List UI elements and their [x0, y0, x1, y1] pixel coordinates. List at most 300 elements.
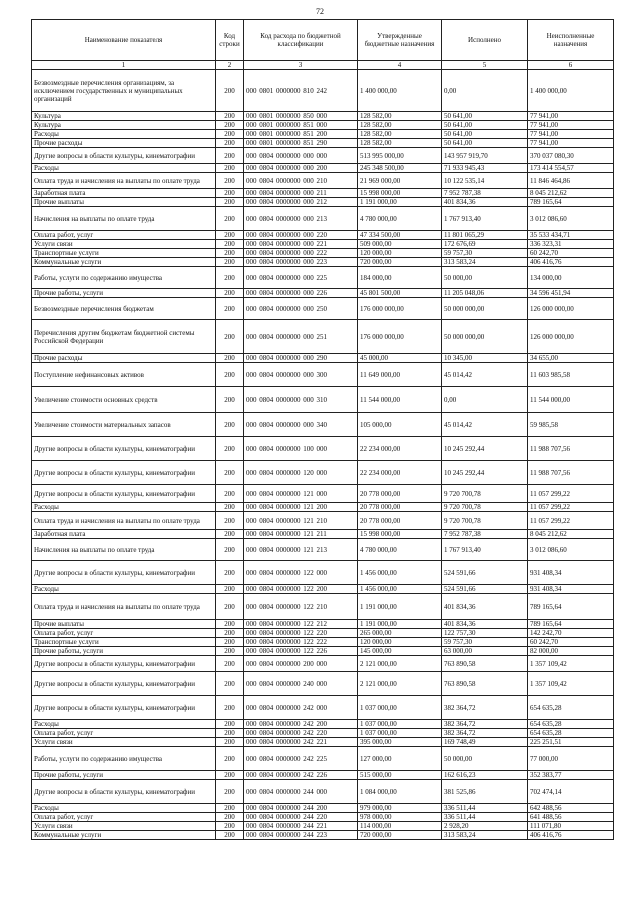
- row-approved-cell: 22 234 000,00: [358, 461, 442, 485]
- row-approved-cell: 1 456 000,00: [358, 585, 442, 594]
- row-approved-cell: 127 000,00: [358, 747, 442, 771]
- row-line-code-cell: 200: [216, 240, 244, 249]
- row-executed-cell: 50 641,00: [442, 112, 528, 121]
- row-line-code-cell: 200: [216, 530, 244, 539]
- table-row: [32, 813, 614, 822]
- row-executed-cell: 50 000 000,00: [442, 298, 528, 320]
- row-approved-cell: 47 334 500,00: [358, 231, 442, 240]
- row-name-cell: Услуги связи: [32, 822, 216, 831]
- row-line-code-cell: 200: [216, 771, 244, 780]
- row-class-code-cell: 000 0804 0000000 100 000: [244, 437, 358, 461]
- row-line-code-cell: 200: [216, 130, 244, 139]
- table-row: [32, 512, 614, 530]
- row-name-cell: Прочие работы, услуги: [32, 771, 216, 780]
- row-line-code-cell: 200: [216, 354, 244, 363]
- row-class-code-cell: 000 0804 0000000 000 225: [244, 267, 358, 289]
- row-executed-cell: 59 757,30: [442, 249, 528, 258]
- row-name-cell: Расходы: [32, 804, 216, 813]
- row-unexecuted-cell: 11 057 299,22: [528, 485, 614, 503]
- row-line-code-cell: 200: [216, 594, 244, 620]
- row-unexecuted-cell: 11 988 707,56: [528, 461, 614, 485]
- table-row: [32, 139, 614, 148]
- row-executed-cell: 336 511,44: [442, 813, 528, 822]
- row-line-code-cell: 200: [216, 173, 244, 189]
- row-approved-cell: 22 234 000,00: [358, 437, 442, 461]
- row-line-code-cell: 200: [216, 461, 244, 485]
- row-executed-cell: 11 205 048,06: [442, 289, 528, 298]
- row-approved-cell: 720 000,00: [358, 831, 442, 840]
- row-name-cell: Начисления на выплаты по оплате труда: [32, 539, 216, 561]
- row-approved-cell: 176 000 000,00: [358, 298, 442, 320]
- row-class-code-cell: 000 0801 0000000 810 242: [244, 70, 358, 112]
- row-executed-cell: 10 245 292,44: [442, 461, 528, 485]
- row-line-code-cell: 200: [216, 822, 244, 831]
- row-class-code-cell: 000 0804 0000000 000 340: [244, 413, 358, 437]
- table-row: [32, 173, 614, 189]
- row-executed-cell: 50 000,00: [442, 747, 528, 771]
- row-line-code-cell: 200: [216, 289, 244, 298]
- row-name-cell: Расходы: [32, 585, 216, 594]
- row-approved-cell: 15 998 000,00: [358, 189, 442, 198]
- row-approved-cell: 21 969 000,00: [358, 173, 442, 189]
- row-line-code-cell: 200: [216, 148, 244, 164]
- row-executed-cell: 9 720 700,78: [442, 503, 528, 512]
- row-executed-cell: 63 000,00: [442, 647, 528, 656]
- row-executed-cell: 0,00: [442, 70, 528, 112]
- row-unexecuted-cell: 225 251,51: [528, 738, 614, 747]
- row-approved-cell: 1 191 000,00: [358, 198, 442, 207]
- row-executed-cell: 401 834,36: [442, 594, 528, 620]
- row-class-code-cell: 000 0804 0000000 242 220: [244, 729, 358, 738]
- row-name-cell: Оплата труда и начисления на выплаты по оплате труда: [32, 173, 216, 189]
- row-line-code-cell: 200: [216, 485, 244, 503]
- row-unexecuted-cell: 11 988 707,56: [528, 437, 614, 461]
- table-row: [32, 189, 614, 198]
- row-executed-cell: 382 364,72: [442, 720, 528, 729]
- row-name-cell: Расходы: [32, 720, 216, 729]
- row-unexecuted-cell: 126 000 000,00: [528, 298, 614, 320]
- column-number: 5: [442, 61, 528, 70]
- row-line-code-cell: 200: [216, 620, 244, 629]
- row-approved-cell: 128 582,00: [358, 139, 442, 148]
- row-unexecuted-cell: 702 474,14: [528, 780, 614, 804]
- row-executed-cell: 169 748,49: [442, 738, 528, 747]
- row-line-code-cell: 200: [216, 629, 244, 638]
- table-row: [32, 231, 614, 240]
- column-number-row: [32, 61, 614, 70]
- row-approved-cell: 1 037 000,00: [358, 729, 442, 738]
- row-unexecuted-cell: 77 941,00: [528, 121, 614, 130]
- row-unexecuted-cell: 173 414 554,57: [528, 164, 614, 173]
- row-line-code-cell: 200: [216, 747, 244, 771]
- table-row: [32, 267, 614, 289]
- row-approved-cell: 120 000,00: [358, 638, 442, 647]
- row-line-code-cell: 200: [216, 363, 244, 387]
- row-approved-cell: 2 121 000,00: [358, 656, 442, 672]
- row-unexecuted-cell: 406 416,76: [528, 831, 614, 840]
- row-approved-cell: 979 000,00: [358, 804, 442, 813]
- row-executed-cell: 71 933 945,43: [442, 164, 528, 173]
- row-unexecuted-cell: 931 408,34: [528, 561, 614, 585]
- row-class-code-cell: 000 0804 0000000 122 220: [244, 629, 358, 638]
- table-row: [32, 413, 614, 437]
- row-approved-cell: 1 037 000,00: [358, 696, 442, 720]
- row-executed-cell: 1 767 913,40: [442, 539, 528, 561]
- row-class-code-cell: 000 0801 0000000 851 200: [244, 130, 358, 139]
- row-approved-cell: 1 037 000,00: [358, 720, 442, 729]
- row-class-code-cell: 000 0804 0000000 242 000: [244, 696, 358, 720]
- row-unexecuted-cell: 654 635,28: [528, 696, 614, 720]
- row-executed-cell: 45 014,42: [442, 413, 528, 437]
- row-unexecuted-cell: 1 357 109,42: [528, 656, 614, 672]
- row-unexecuted-cell: 77 941,00: [528, 112, 614, 121]
- row-approved-cell: 509 000,00: [358, 240, 442, 249]
- table-row: [32, 530, 614, 539]
- row-class-code-cell: 000 0804 0000000 121 213: [244, 539, 358, 561]
- row-executed-cell: 2 928,20: [442, 822, 528, 831]
- row-name-cell: Заработная плата: [32, 530, 216, 539]
- row-name-cell: Прочие выплаты: [32, 620, 216, 629]
- row-unexecuted-cell: 77 000,00: [528, 747, 614, 771]
- row-executed-cell: 382 364,72: [442, 729, 528, 738]
- row-unexecuted-cell: 336 323,31: [528, 240, 614, 249]
- row-executed-cell: 9 720 700,78: [442, 512, 528, 530]
- column-number: 3: [244, 61, 358, 70]
- row-class-code-cell: 000 0804 0000000 122 210: [244, 594, 358, 620]
- row-approved-cell: 20 778 000,00: [358, 512, 442, 530]
- row-unexecuted-cell: 82 000,00: [528, 647, 614, 656]
- table-row: [32, 747, 614, 771]
- table-row: [32, 198, 614, 207]
- row-class-code-cell: 000 0804 0000000 122 000: [244, 561, 358, 585]
- row-executed-cell: 7 952 787,38: [442, 189, 528, 198]
- row-executed-cell: 45 014,42: [442, 363, 528, 387]
- row-unexecuted-cell: 11 544 000,00: [528, 387, 614, 413]
- table-row: [32, 620, 614, 629]
- row-line-code-cell: 200: [216, 539, 244, 561]
- row-class-code-cell: 000 0804 0000000 244 221: [244, 822, 358, 831]
- row-approved-cell: 1 400 000,00: [358, 70, 442, 112]
- row-executed-cell: 172 676,69: [442, 240, 528, 249]
- row-line-code-cell: 200: [216, 249, 244, 258]
- row-executed-cell: 382 364,72: [442, 696, 528, 720]
- row-line-code-cell: 200: [216, 139, 244, 148]
- row-name-cell: Поступление нефинансовых активов: [32, 363, 216, 387]
- row-approved-cell: 15 998 000,00: [358, 530, 442, 539]
- row-unexecuted-cell: 111 071,80: [528, 822, 614, 831]
- header-name: Наименование показателя: [32, 20, 216, 61]
- table-row: [32, 539, 614, 561]
- row-approved-cell: 395 000,00: [358, 738, 442, 747]
- row-executed-cell: 143 957 919,70: [442, 148, 528, 164]
- row-class-code-cell: 000 0804 0000000 000 211: [244, 189, 358, 198]
- table-row: [32, 148, 614, 164]
- table-row: [32, 656, 614, 672]
- row-class-code-cell: 000 0804 0000000 121 210: [244, 512, 358, 530]
- row-name-cell: Прочие выплаты: [32, 198, 216, 207]
- row-line-code-cell: 200: [216, 831, 244, 840]
- row-executed-cell: 401 834,36: [442, 198, 528, 207]
- row-unexecuted-cell: 34 596 451,94: [528, 289, 614, 298]
- row-class-code-cell: 000 0804 0000000 244 223: [244, 831, 358, 840]
- row-executed-cell: 0,00: [442, 387, 528, 413]
- row-approved-cell: 513 995 000,00: [358, 148, 442, 164]
- row-unexecuted-cell: 77 941,00: [528, 139, 614, 148]
- row-unexecuted-cell: 370 037 080,30: [528, 148, 614, 164]
- row-line-code-cell: 200: [216, 231, 244, 240]
- row-executed-cell: 763 890,58: [442, 672, 528, 696]
- row-class-code-cell: 000 0804 0000000 200 000: [244, 656, 358, 672]
- row-name-cell: Коммунальные услуги: [32, 258, 216, 267]
- table-row: [32, 822, 614, 831]
- row-approved-cell: 128 582,00: [358, 112, 442, 121]
- table-row: [32, 594, 614, 620]
- row-unexecuted-cell: 1 357 109,42: [528, 672, 614, 696]
- row-unexecuted-cell: 34 655,00: [528, 354, 614, 363]
- row-unexecuted-cell: 654 635,28: [528, 720, 614, 729]
- row-executed-cell: 122 757,30: [442, 629, 528, 638]
- table-row: [32, 461, 614, 485]
- row-line-code-cell: 200: [216, 561, 244, 585]
- row-name-cell: Транспортные услуги: [32, 249, 216, 258]
- column-number: 1: [32, 61, 216, 70]
- table-header-row: [32, 20, 614, 61]
- row-class-code-cell: 000 0804 0000000 000 213: [244, 207, 358, 231]
- row-unexecuted-cell: 77 941,00: [528, 130, 614, 139]
- table-row: [32, 320, 614, 354]
- row-executed-cell: 50 641,00: [442, 121, 528, 130]
- row-name-cell: Другие вопросы в области культуры, кинематографии: [32, 148, 216, 164]
- row-line-code-cell: 200: [216, 112, 244, 121]
- header-line-code: Код строки: [216, 20, 244, 61]
- row-name-cell: Работы, услуги по содержанию имущества: [32, 267, 216, 289]
- row-unexecuted-cell: 789 165,64: [528, 594, 614, 620]
- row-executed-cell: 524 591,66: [442, 585, 528, 594]
- row-line-code-cell: 200: [216, 780, 244, 804]
- row-line-code-cell: 200: [216, 696, 244, 720]
- row-executed-cell: 9 720 700,78: [442, 485, 528, 503]
- row-approved-cell: 20 778 000,00: [358, 503, 442, 512]
- row-approved-cell: 120 000,00: [358, 249, 442, 258]
- row-name-cell: Другие вопросы в области культуры, кинематографии: [32, 485, 216, 503]
- row-line-code-cell: 200: [216, 656, 244, 672]
- row-line-code-cell: 200: [216, 189, 244, 198]
- budget-execution-table: [31, 19, 614, 840]
- table-row: [32, 729, 614, 738]
- row-unexecuted-cell: 789 165,64: [528, 620, 614, 629]
- row-name-cell: Другие вопросы в области культуры, кинематографии: [32, 437, 216, 461]
- row-approved-cell: 245 348 500,00: [358, 164, 442, 173]
- table-row: [32, 638, 614, 647]
- table-row: [32, 629, 614, 638]
- row-unexecuted-cell: 11 846 464,86: [528, 173, 614, 189]
- row-unexecuted-cell: 789 165,64: [528, 198, 614, 207]
- row-approved-cell: 11 649 000,00: [358, 363, 442, 387]
- row-line-code-cell: 200: [216, 585, 244, 594]
- row-name-cell: Оплата труда и начисления на выплаты по оплате труда: [32, 512, 216, 530]
- row-class-code-cell: 000 0804 0000000 121 211: [244, 530, 358, 539]
- row-approved-cell: 176 000 000,00: [358, 320, 442, 354]
- row-executed-cell: 763 890,58: [442, 656, 528, 672]
- row-class-code-cell: 000 0801 0000000 850 000: [244, 112, 358, 121]
- table-row: [32, 720, 614, 729]
- header-class-code: Код расхода по бюджетной классификации: [244, 20, 358, 61]
- table-row: [32, 354, 614, 363]
- row-class-code-cell: 000 0804 0000000 000 290: [244, 354, 358, 363]
- row-name-cell: Заработная плата: [32, 189, 216, 198]
- row-class-code-cell: 000 0804 0000000 122 226: [244, 647, 358, 656]
- row-class-code-cell: 000 0804 0000000 000 300: [244, 363, 358, 387]
- row-name-cell: Другие вопросы в области культуры, кинематографии: [32, 672, 216, 696]
- row-unexecuted-cell: 8 045 212,62: [528, 189, 614, 198]
- row-unexecuted-cell: 60 242,70: [528, 638, 614, 647]
- row-class-code-cell: 000 0804 0000000 000 222: [244, 249, 358, 258]
- row-line-code-cell: 200: [216, 207, 244, 231]
- row-class-code-cell: 000 0804 0000000 000 251: [244, 320, 358, 354]
- page-number: 72: [316, 7, 324, 16]
- table-row: [32, 804, 614, 813]
- header-approved: Утвержденные бюджетные назначения: [358, 20, 442, 61]
- table-row: [32, 485, 614, 503]
- row-line-code-cell: 200: [216, 258, 244, 267]
- row-unexecuted-cell: 126 000 000,00: [528, 320, 614, 354]
- row-unexecuted-cell: 35 533 434,71: [528, 231, 614, 240]
- row-executed-cell: 50 641,00: [442, 139, 528, 148]
- row-class-code-cell: 000 0804 0000000 000 250: [244, 298, 358, 320]
- row-class-code-cell: 000 0804 0000000 000 212: [244, 198, 358, 207]
- table-row: [32, 258, 614, 267]
- row-executed-cell: 401 834,36: [442, 620, 528, 629]
- row-class-code-cell: 000 0801 0000000 851 290: [244, 139, 358, 148]
- table-row: [32, 738, 614, 747]
- row-class-code-cell: 000 0804 0000000 000 000: [244, 148, 358, 164]
- header-executed: Исполнено: [442, 20, 528, 61]
- row-name-cell: Культура: [32, 121, 216, 130]
- row-name-cell: Увеличение стоимости материальных запасов: [32, 413, 216, 437]
- row-class-code-cell: 000 0804 0000000 242 200: [244, 720, 358, 729]
- row-unexecuted-cell: 8 045 212,62: [528, 530, 614, 539]
- row-executed-cell: 50 000 000,00: [442, 320, 528, 354]
- table-row: [32, 112, 614, 121]
- column-number: 4: [358, 61, 442, 70]
- table-row: [32, 672, 614, 696]
- row-class-code-cell: 000 0804 0000000 121 000: [244, 485, 358, 503]
- row-unexecuted-cell: 406 416,76: [528, 258, 614, 267]
- table-row: [32, 130, 614, 139]
- table-row: [32, 647, 614, 656]
- row-name-cell: Оплата труда и начисления на выплаты по оплате труда: [32, 594, 216, 620]
- row-class-code-cell: 000 0804 0000000 244 220: [244, 813, 358, 822]
- table-row: [32, 164, 614, 173]
- row-class-code-cell: 000 0804 0000000 242 221: [244, 738, 358, 747]
- row-unexecuted-cell: 642 488,56: [528, 804, 614, 813]
- row-executed-cell: 162 616,23: [442, 771, 528, 780]
- row-line-code-cell: 200: [216, 164, 244, 173]
- row-executed-cell: 10 345,00: [442, 354, 528, 363]
- row-unexecuted-cell: 60 242,70: [528, 249, 614, 258]
- row-approved-cell: 515 000,00: [358, 771, 442, 780]
- row-approved-cell: 1 084 000,00: [358, 780, 442, 804]
- row-executed-cell: 11 801 065,29: [442, 231, 528, 240]
- row-approved-cell: 2 121 000,00: [358, 672, 442, 696]
- row-name-cell: Начисления на выплаты по оплате труда: [32, 207, 216, 231]
- row-approved-cell: 105 000,00: [358, 413, 442, 437]
- row-approved-cell: 1 456 000,00: [358, 561, 442, 585]
- row-class-code-cell: 000 0804 0000000 000 210: [244, 173, 358, 189]
- row-line-code-cell: 200: [216, 503, 244, 512]
- table-row: [32, 585, 614, 594]
- row-line-code-cell: 200: [216, 298, 244, 320]
- row-line-code-cell: 200: [216, 413, 244, 437]
- table-row: [32, 70, 614, 112]
- row-line-code-cell: 200: [216, 638, 244, 647]
- table-row: [32, 696, 614, 720]
- row-unexecuted-cell: 3 012 086,60: [528, 207, 614, 231]
- table-row: [32, 771, 614, 780]
- row-approved-cell: 128 582,00: [358, 130, 442, 139]
- row-class-code-cell: 000 0804 0000000 000 226: [244, 289, 358, 298]
- row-approved-cell: 184 000,00: [358, 267, 442, 289]
- row-name-cell: Прочие работы, услуги: [32, 289, 216, 298]
- row-name-cell: Оплата работ, услуг: [32, 629, 216, 638]
- row-line-code-cell: 200: [216, 512, 244, 530]
- row-approved-cell: 45 000,00: [358, 354, 442, 363]
- table-row: [32, 298, 614, 320]
- row-line-code-cell: 200: [216, 70, 244, 112]
- row-line-code-cell: 200: [216, 121, 244, 130]
- column-number: 2: [216, 61, 244, 70]
- row-approved-cell: 265 000,00: [358, 629, 442, 638]
- row-approved-cell: 114 000,00: [358, 822, 442, 831]
- row-approved-cell: 978 000,00: [358, 813, 442, 822]
- row-class-code-cell: 000 0804 0000000 122 200: [244, 585, 358, 594]
- row-name-cell: Другие вопросы в области культуры, кинематографии: [32, 656, 216, 672]
- row-executed-cell: 7 952 787,38: [442, 530, 528, 539]
- row-executed-cell: 524 591,66: [442, 561, 528, 585]
- row-line-code-cell: 200: [216, 738, 244, 747]
- row-executed-cell: 313 583,24: [442, 831, 528, 840]
- row-name-cell: Увеличение стоимости основных средств: [32, 387, 216, 413]
- row-class-code-cell: 000 0804 0000000 000 221: [244, 240, 358, 249]
- row-line-code-cell: 200: [216, 267, 244, 289]
- table-row: [32, 249, 614, 258]
- row-name-cell: Безвозмездные перечисления бюджетам: [32, 298, 216, 320]
- row-unexecuted-cell: 654 635,28: [528, 729, 614, 738]
- row-approved-cell: 4 780 000,00: [358, 207, 442, 231]
- row-executed-cell: 50 000,00: [442, 267, 528, 289]
- row-name-cell: Оплата работ, услуг: [32, 729, 216, 738]
- row-executed-cell: 50 641,00: [442, 130, 528, 139]
- row-class-code-cell: 000 0804 0000000 000 200: [244, 164, 358, 173]
- row-class-code-cell: 000 0804 0000000 242 226: [244, 771, 358, 780]
- row-class-code-cell: 000 0804 0000000 242 225: [244, 747, 358, 771]
- header-unexecuted: Неисполненные назначения: [528, 20, 614, 61]
- row-executed-cell: 59 757,30: [442, 638, 528, 647]
- table-body: [32, 70, 614, 840]
- row-unexecuted-cell: 11 057 299,22: [528, 512, 614, 530]
- row-name-cell: Безвозмездные перечисления организациям, за исключением государственных и муниципальных организаций: [32, 70, 216, 112]
- row-approved-cell: 45 801 500,00: [358, 289, 442, 298]
- row-line-code-cell: 200: [216, 729, 244, 738]
- row-name-cell: Транспортные услуги: [32, 638, 216, 647]
- row-unexecuted-cell: 11 603 985,58: [528, 363, 614, 387]
- row-approved-cell: 720 000,00: [358, 258, 442, 267]
- row-name-cell: Услуги связи: [32, 738, 216, 747]
- row-unexecuted-cell: 134 000,00: [528, 267, 614, 289]
- row-name-cell: Прочие работы, услуги: [32, 647, 216, 656]
- row-approved-cell: 1 191 000,00: [358, 594, 442, 620]
- row-class-code-cell: 000 0804 0000000 122 222: [244, 638, 358, 647]
